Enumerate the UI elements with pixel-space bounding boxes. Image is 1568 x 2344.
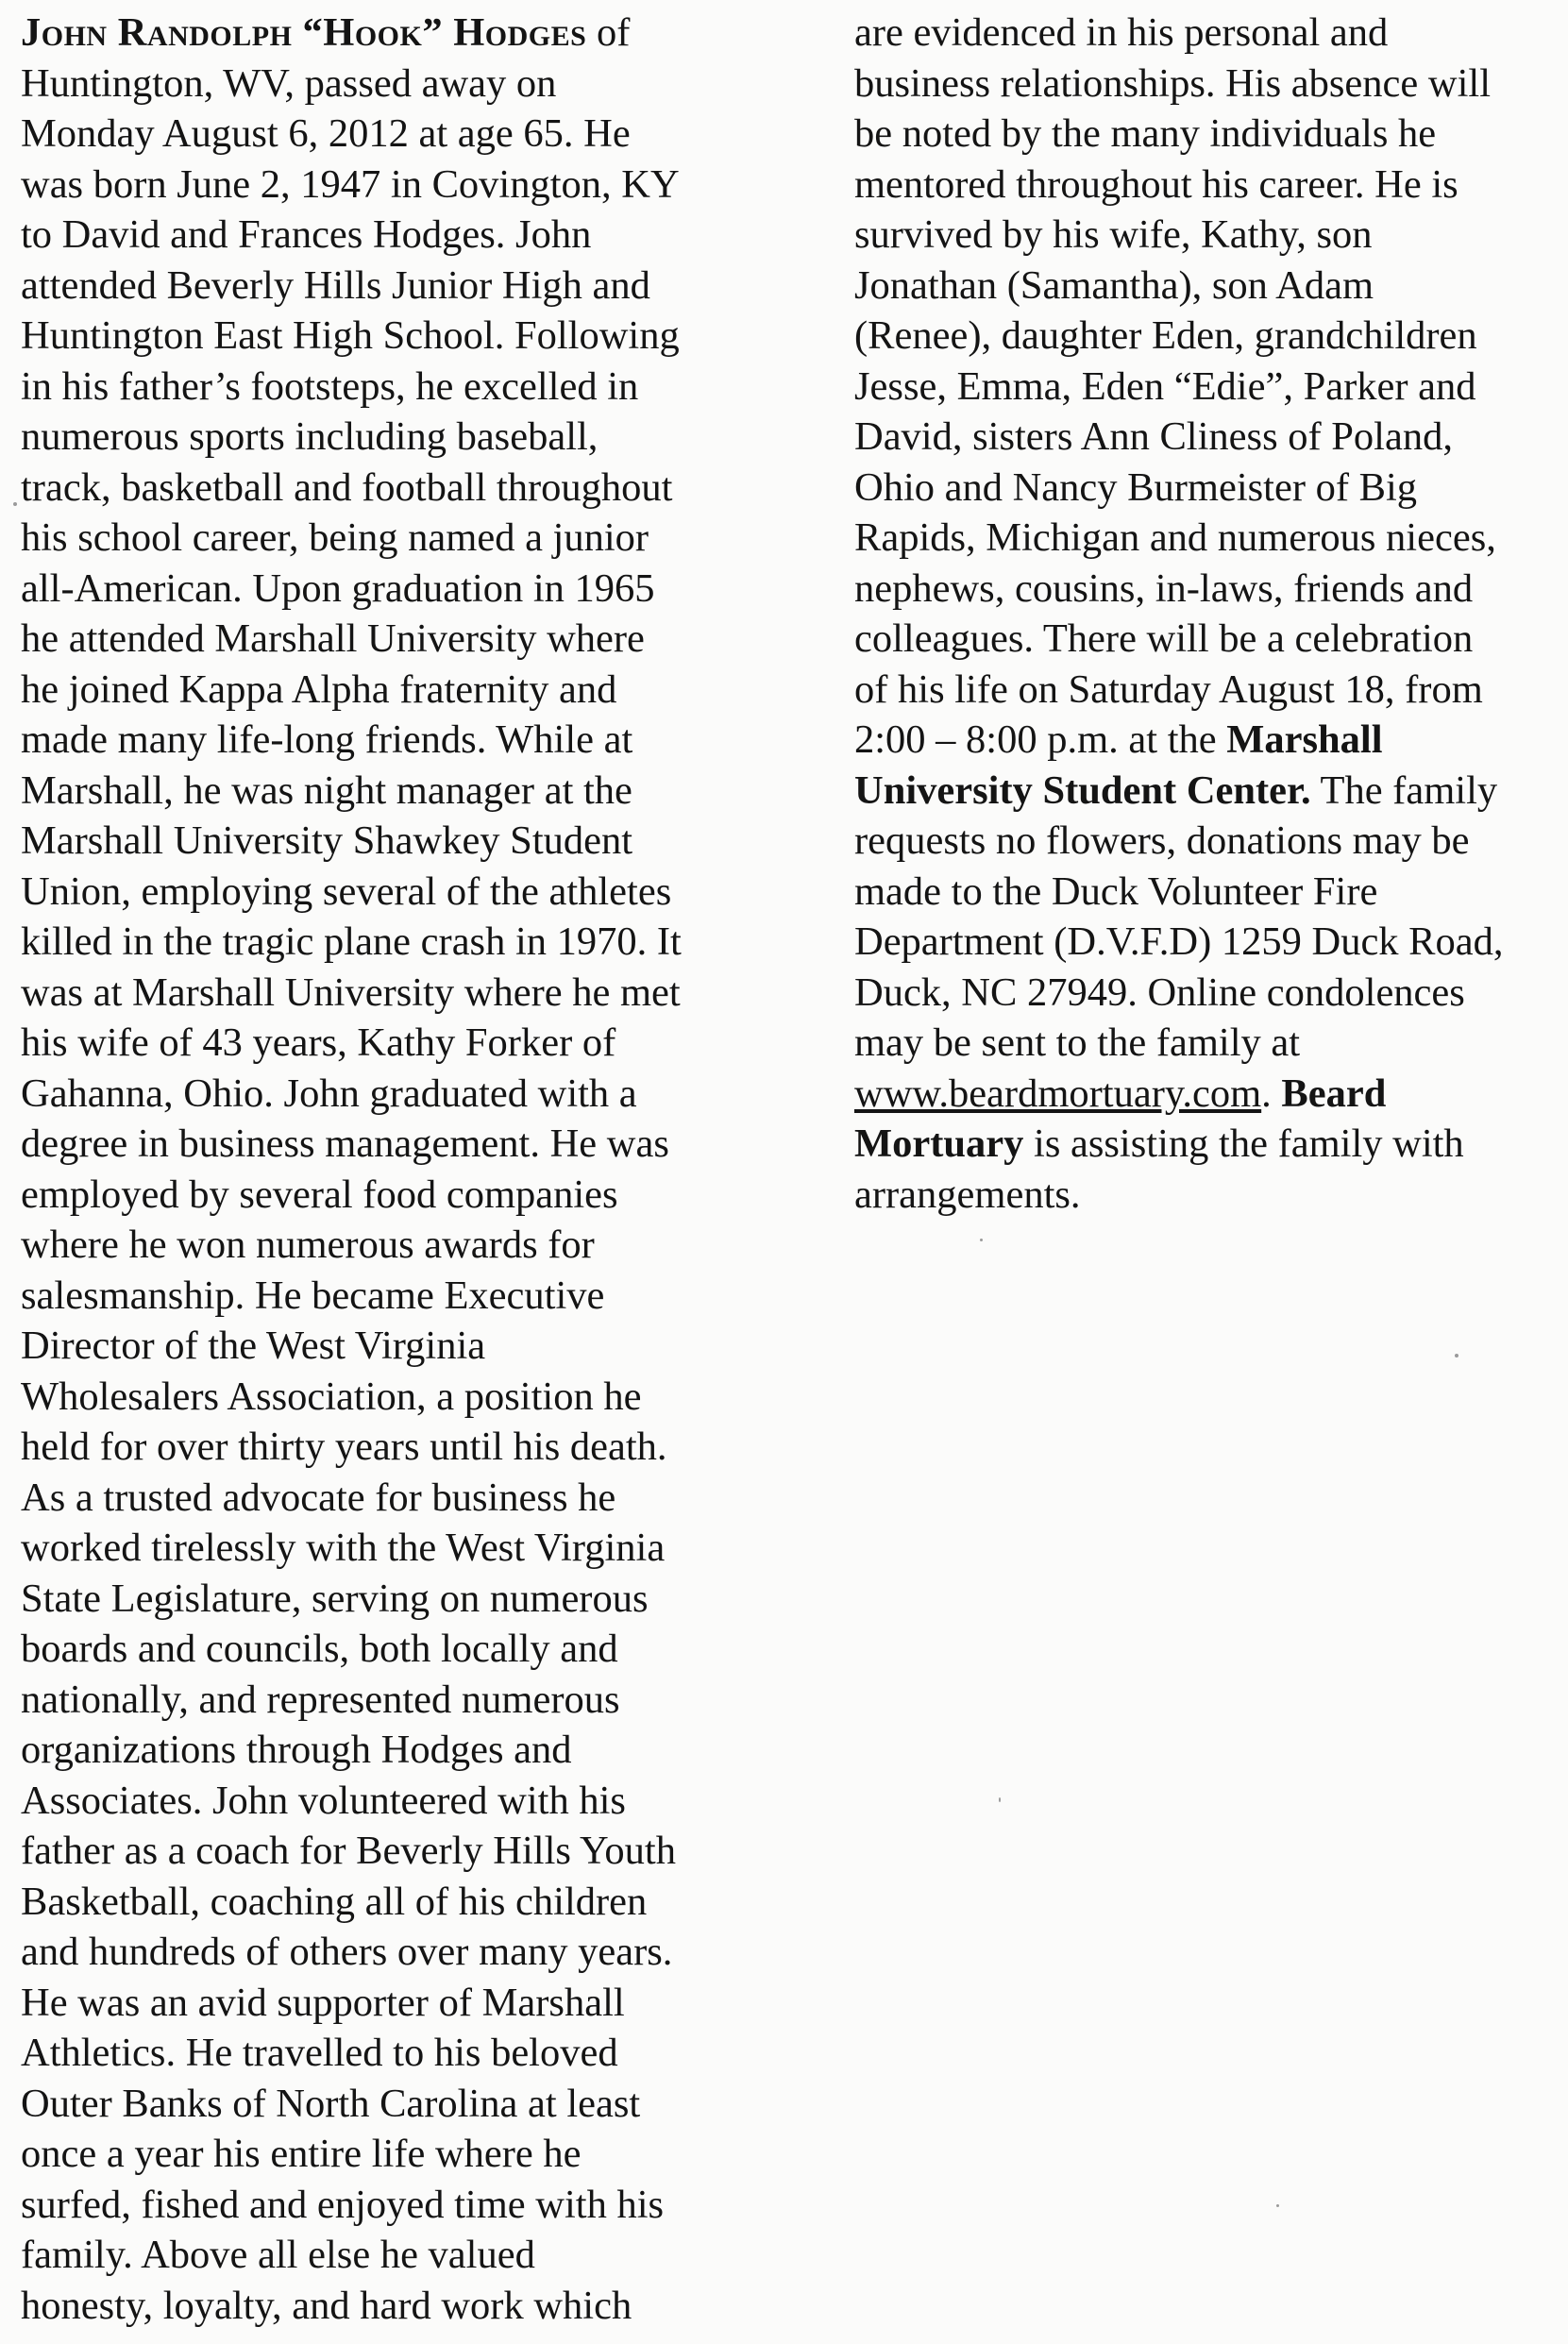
deceased-name-heading: John Randolph “Hook” Hodges (21, 10, 587, 55)
left-column-text-line: boards and councils, both locally and (21, 1627, 618, 1671)
right-column-lines-after (854, 816, 1553, 1069)
left-column-text-line: made many life-long friends. While at (21, 717, 633, 762)
left-column-text-line: he attended Marshall University where (21, 616, 645, 661)
first-line-text: of (586, 10, 631, 55)
left-column-text-line: was born June 2, 1947 in Covington, KY (21, 161, 680, 207)
mortuary-website-link[interactable]: www.beardmortuary.com (854, 1071, 1262, 1116)
venue-line (854, 766, 1553, 817)
left-column-text-line: father as a coach for Beverly Hills Youth (21, 1829, 676, 1873)
left-column-text-line: As a trusted advocate for business he (21, 1475, 616, 1520)
right-column-text-line: requests no flowers, donations may be (854, 818, 1470, 863)
venue-line-text: The family (1310, 767, 1498, 813)
celebration-time-text: 2:00 – 8:00 p.m. at the (854, 717, 1227, 762)
left-column-text-line: degree in business management. He was (21, 1121, 669, 1166)
left-column-text-line: Huntington East High School. Following (21, 313, 680, 358)
left-column-text-line: Athletics. He travelled to his beloved (21, 2031, 618, 2075)
left-column-text-line: State Legislature, serving on numerous (21, 1576, 649, 1621)
left-column-text-line: Director of the West Virginia (21, 1324, 486, 1368)
right-column-text-line: Jonathan (Samantha), son Adam (854, 262, 1374, 308)
left-column (21, 8, 757, 2331)
left-column-text-line: held for over thirty years until his death. (21, 1425, 667, 1469)
left-column-text-line: and hundreds of others over many years. (21, 1930, 673, 1974)
right-column-text-line: (Renee), daughter Eden, grandchildren (854, 313, 1477, 358)
venue-name-part2: University Student Center. (854, 767, 1311, 813)
left-column-text-line: where he won numerous awards for (21, 1223, 595, 1267)
right-column-lines (854, 8, 1553, 715)
left-column-text-line: salesmanship. He became Executive (21, 1273, 605, 1318)
right-column-text-line: of his life on Saturday August 18, from (854, 666, 1483, 712)
right-column-text-line: Department (D.V.F.D) 1259 Duck Road, (854, 919, 1504, 964)
closing-line: arrangements. (854, 1172, 1081, 1217)
left-column-text-line: Basketball, coaching all of his children (21, 1879, 648, 1924)
left-column-text-line: worked tirelessly with the West Virginia (21, 1526, 666, 1570)
left-column-text-line: once a year his entire life where he (21, 2132, 582, 2176)
left-column-text-line: Union, employing several of the athletes (21, 868, 672, 914)
right-column-text-line: nephews, cousins, in-laws, friends and (854, 565, 1474, 611)
left-column-text-line: He was an avid supporter of Marshall (21, 1980, 625, 2025)
left-column-text-line: Monday August 6, 2012 at age 65. He (21, 111, 631, 156)
left-column-text-line: Marshall, he was night manager at the (21, 767, 632, 813)
obituary-first-line (21, 8, 757, 59)
scan-speck (1276, 2204, 1279, 2207)
celebration-time-line (854, 715, 1553, 766)
left-column-text-line: his school career, being named a junior (21, 515, 649, 560)
right-column-text-line: be noted by the many individuals he (854, 111, 1437, 156)
left-column-text-line: nationally, and represented numerous (21, 1677, 620, 1722)
right-column-text-line: may be sent to the family at (854, 1020, 1301, 1065)
right-column-text-line: Duck, NC 27949. Online condolences (854, 970, 1465, 1015)
right-column-text-line: made to the Duck Volunteer Fire (854, 868, 1378, 914)
scan-speck (13, 502, 17, 506)
right-column (854, 8, 1553, 1220)
scan-speck (1455, 1354, 1458, 1357)
mortuary-line (854, 1119, 1553, 1170)
left-column-text-line: honesty, loyalty, and hard work which (21, 2283, 632, 2328)
left-column-text-line: family. Above all else he valued (21, 2233, 535, 2277)
left-column-text-line: was at Marshall University where he met (21, 970, 681, 1015)
left-column-text-line: killed in the tragic plane crash in 1970. It (21, 919, 682, 964)
left-column-text-line: numerous sports including baseball, (21, 414, 599, 459)
left-column-text-line: all-American. Upon graduation in 1965 (21, 565, 655, 611)
left-column-text-line: track, basketball and football throughout (21, 464, 673, 510)
right-column-text-line: are evidenced in his personal and (854, 10, 1389, 55)
right-column-text-line: Jesse, Emma, Eden “Edie”, Parker and (854, 363, 1476, 409)
mortuary-name-part1: Beard (1281, 1071, 1387, 1116)
right-column-text-line: Rapids, Michigan and numerous nieces, (854, 515, 1496, 560)
website-line[interactable] (854, 1069, 1553, 1120)
left-column-text-line: to David and Frances Hodges. John (21, 212, 592, 257)
left-column-text-line: his wife of 43 years, Kathy Forker of (21, 1020, 616, 1065)
right-column-text-line: business relationships. His absence will (854, 60, 1492, 106)
left-column-text-line: Marshall University Shawkey Student (21, 818, 633, 863)
right-column-text-line: survived by his wife, Kathy, son (854, 212, 1373, 257)
left-column-text-line: in his father’s footsteps, he excelled in (21, 363, 639, 409)
venue-name-part1: Marshall (1226, 717, 1383, 762)
right-column-text-line: mentored throughout his career. He is (854, 161, 1458, 207)
mortuary-line-text: is assisting the family with (1023, 1121, 1464, 1166)
right-column-text-line: David, sisters Ann Cliness of Poland, (854, 414, 1453, 459)
left-column-text-line: organizations through Hodges and (21, 1728, 572, 1772)
right-column-text-line: Ohio and Nancy Burmeister of Big (854, 464, 1418, 510)
mortuary-name-part2: Mortuary (854, 1121, 1024, 1166)
left-column-text-line: Associates. John volunteered with his (21, 1778, 626, 1823)
left-column-text-line: attended Beverly Hills Junior High and (21, 262, 650, 308)
left-column-lines (21, 59, 757, 2332)
scan-speck (999, 1797, 1001, 1802)
website-punct: . (1261, 1071, 1282, 1116)
left-column-text-line: surfed, fished and enjoyed time with his (21, 2182, 665, 2227)
left-column-text-line: Gahanna, Ohio. John graduated with a (21, 1071, 637, 1116)
scan-speck (980, 1239, 983, 1241)
left-column-text-line: Huntington, WV, passed away on (21, 60, 557, 106)
left-column-text-line: Outer Banks of North Carolina at least (21, 2081, 641, 2126)
left-column-text-line: Wholesalers Association, a position he (21, 1374, 642, 1419)
left-column-text-line: he joined Kappa Alpha fraternity and (21, 666, 617, 712)
right-column-text-line: colleagues. There will be a celebration (854, 616, 1474, 661)
left-column-text-line: employed by several food companies (21, 1172, 618, 1217)
